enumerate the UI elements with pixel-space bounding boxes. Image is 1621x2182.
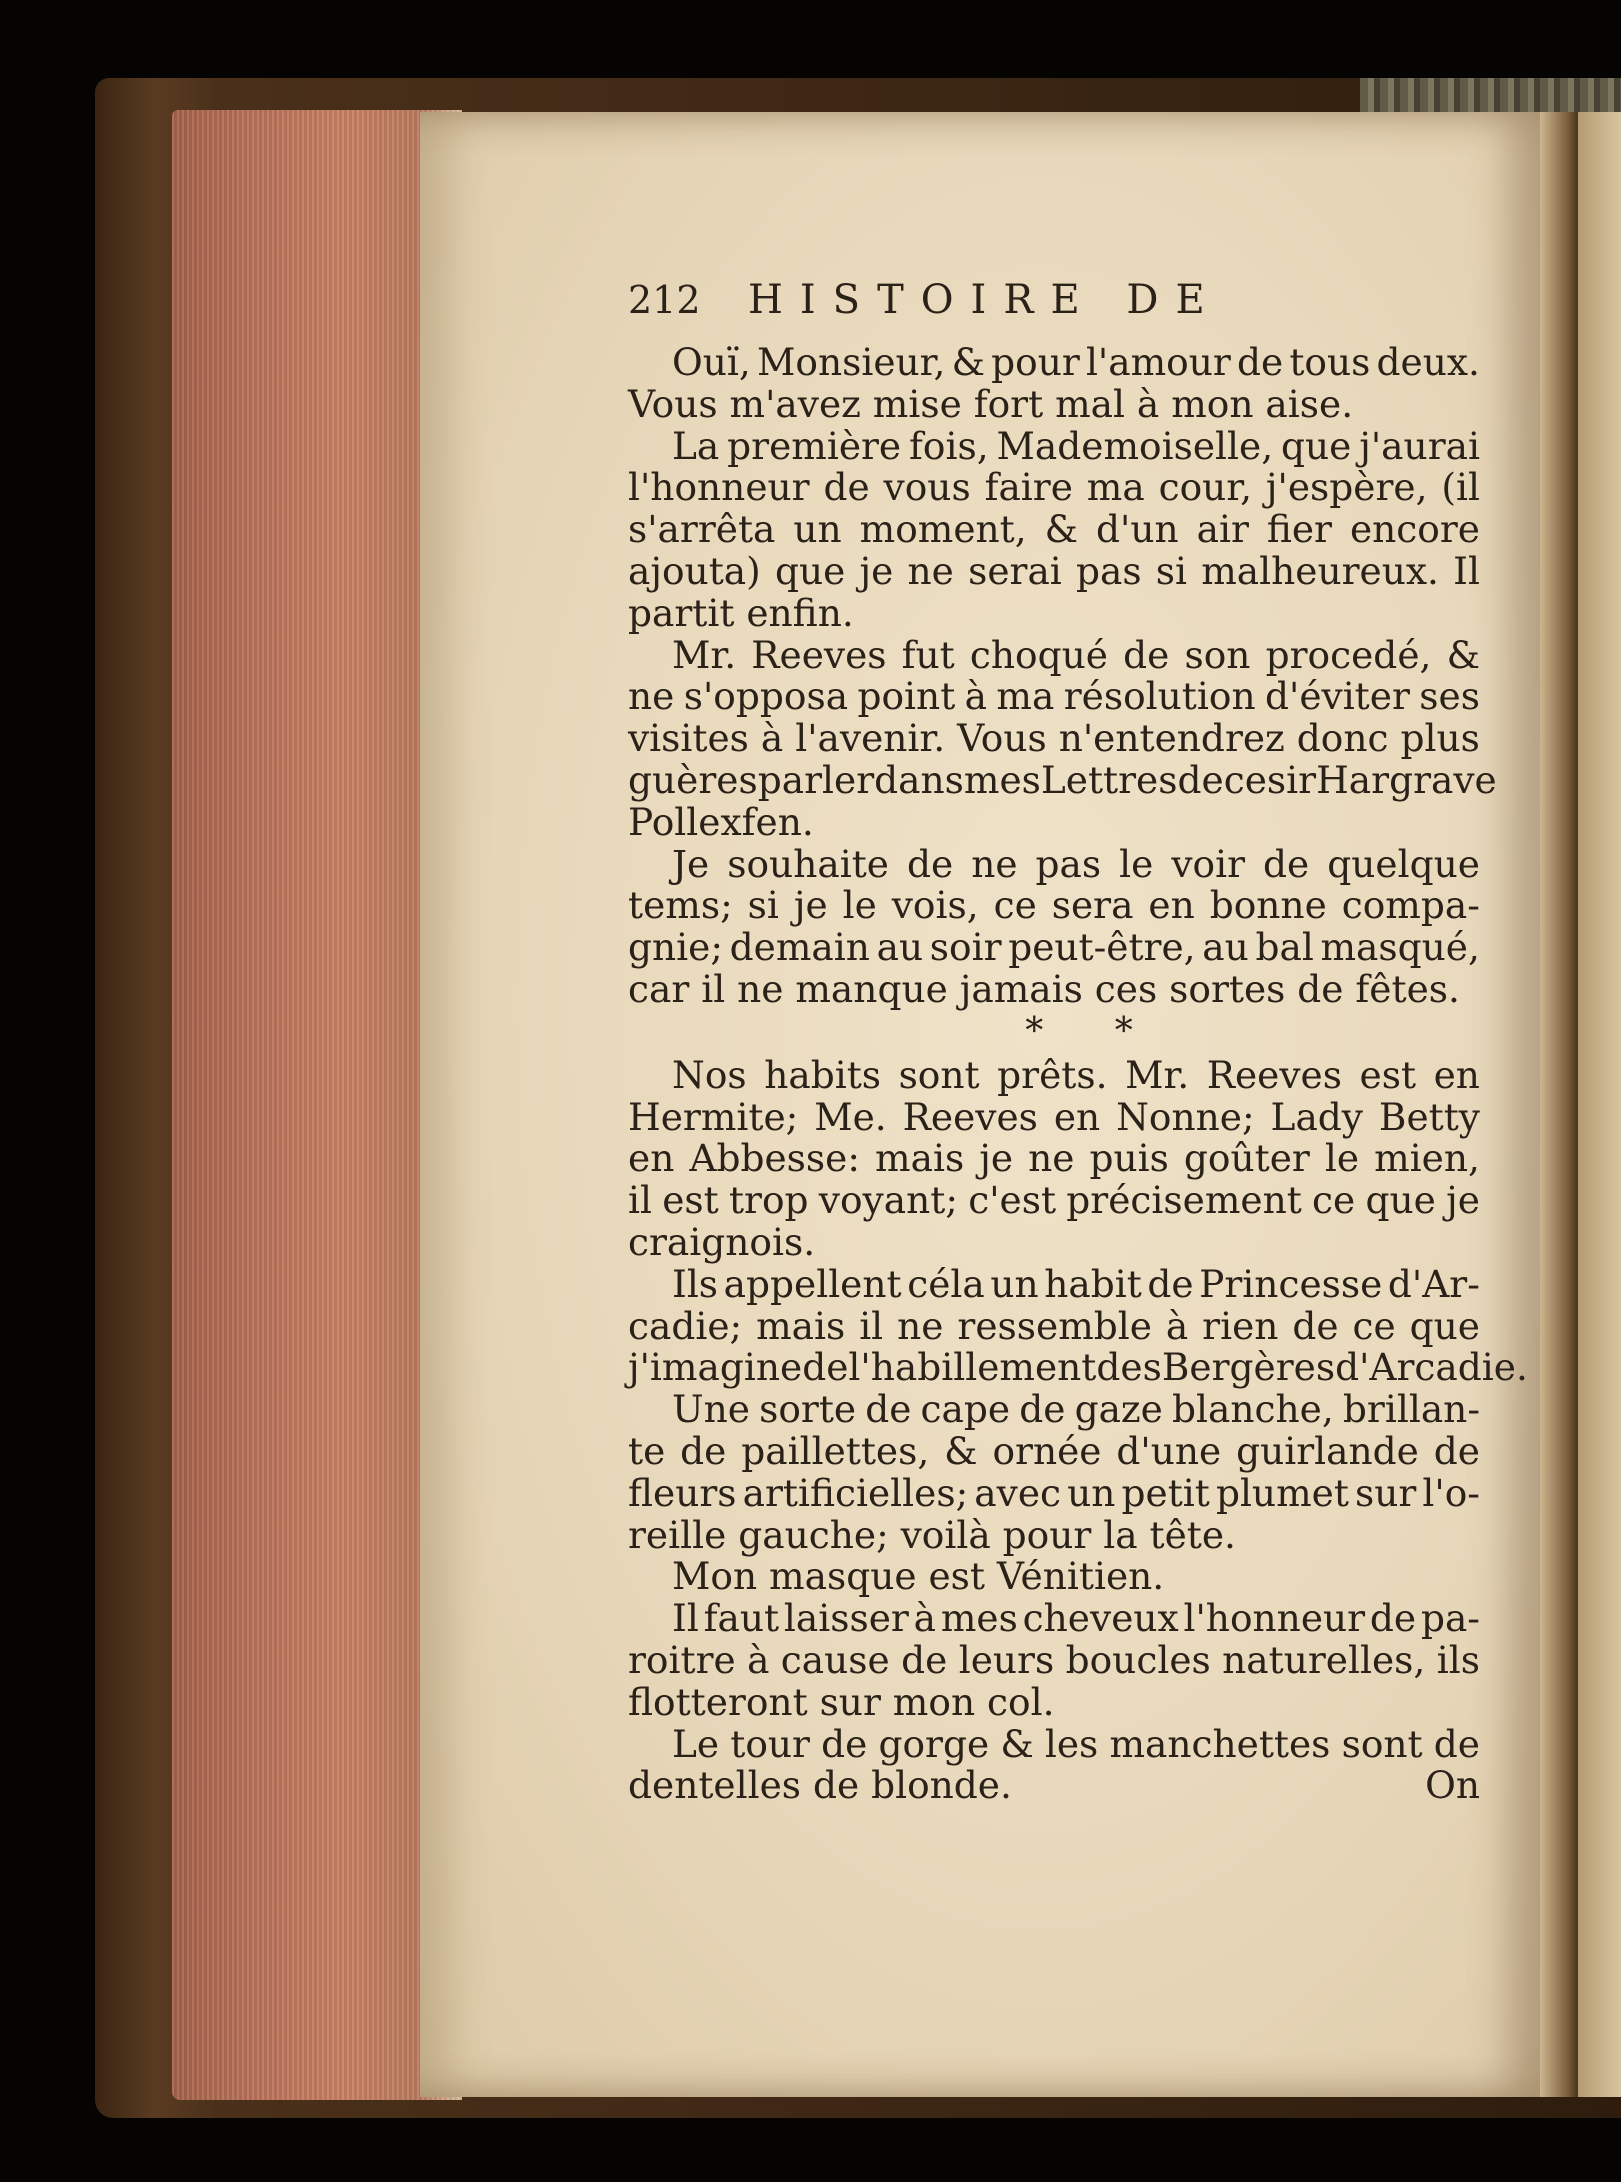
text-line bbox=[628, 1389, 1480, 1431]
line-text: craignois. bbox=[628, 1219, 816, 1264]
text-line bbox=[628, 1679, 1480, 1724]
text-line bbox=[628, 1598, 1480, 1640]
text-line bbox=[628, 1512, 1480, 1557]
final-line-text: dentelles de blonde. bbox=[628, 1763, 1012, 1808]
line-text: Il faut laisser à mes cheveux l'honneur de pa- bbox=[672, 1596, 1480, 1641]
page-text-block bbox=[628, 277, 1528, 1808]
line-text: guères parler dans mes Lettres de ce sir Hargrave bbox=[628, 757, 1497, 802]
line-text: gnie; demain au soir peut-être, au bal masqué, bbox=[628, 925, 1480, 970]
line-text: Nos habits sont prêts. Mr. Reeves est en bbox=[672, 1052, 1480, 1097]
text-line bbox=[628, 1138, 1480, 1180]
line-text: te de paillettes, & ornée d'une guirlande de bbox=[628, 1428, 1480, 1473]
line-text: j'imagine de l'habillement des Bergères d'Arcadie. bbox=[628, 1345, 1528, 1390]
line-text: visites à l'avenir. Vous n'entendrez donc plus bbox=[628, 716, 1480, 761]
text-line bbox=[628, 841, 1480, 886]
line-text: ne s'opposa point à ma résolution d'éviter ses bbox=[628, 674, 1480, 719]
catchword: On bbox=[1425, 1763, 1480, 1808]
text-line bbox=[628, 1094, 1480, 1139]
text-line bbox=[628, 1180, 1480, 1222]
text-line bbox=[628, 509, 1480, 551]
text-line bbox=[628, 381, 1480, 426]
text-line bbox=[628, 1261, 1480, 1306]
final-line bbox=[628, 1765, 1480, 1807]
text-line bbox=[628, 1219, 1480, 1264]
text-line bbox=[628, 467, 1480, 509]
page-fore-edge bbox=[172, 110, 462, 2100]
text-line bbox=[628, 590, 1480, 635]
text-line bbox=[628, 1052, 1480, 1097]
line-text: flotteront sur mon col. bbox=[628, 1679, 1055, 1724]
line-text: il est trop voyant; c'est précisement ce que je bbox=[628, 1178, 1480, 1223]
section-separator: * * bbox=[1025, 1010, 1163, 1052]
line-text: Ouï, Monsieur, & pour l'amour de tous deux. bbox=[672, 340, 1480, 384]
running-title: HISTOIRE DE bbox=[748, 277, 1222, 323]
line-text: fleurs artificielles; avec un petit plumet sur l'o- bbox=[628, 1470, 1480, 1515]
page-header bbox=[628, 277, 1480, 342]
text-line bbox=[628, 718, 1480, 760]
text-line bbox=[628, 548, 1480, 593]
line-text: ajouta) que je ne serai pas si malheureux. Il bbox=[628, 548, 1480, 593]
text-line bbox=[628, 1303, 1480, 1348]
line-text: Le tour de gorge & les manchettes sont de bbox=[672, 1721, 1480, 1766]
line-text: Mr. Reeves fut choqué de son procedé, & bbox=[672, 632, 1480, 677]
line-text: en Abbesse: mais je ne puis goûter le mien, bbox=[628, 1136, 1480, 1181]
text-line bbox=[628, 676, 1480, 718]
text-line bbox=[628, 799, 1480, 844]
text-line bbox=[628, 423, 1480, 468]
line-text: Pollexfen. bbox=[628, 799, 814, 844]
text-section-2 bbox=[628, 1052, 1528, 1766]
line-text: tems; si je le vois, ce sera en bonne compa- bbox=[628, 883, 1480, 928]
line-text: Vous m'avez mise fort mal à mon aise. bbox=[628, 381, 1354, 426]
line-text: s'arrêta un moment, & d'un air fier encore bbox=[628, 507, 1480, 552]
text-line bbox=[628, 757, 1497, 802]
text-line bbox=[628, 1637, 1480, 1682]
line-text: Une sorte de cape de gaze blanche, brillan- bbox=[672, 1387, 1480, 1432]
line-text: Je souhaite de ne pas le voir de quelque bbox=[672, 841, 1480, 886]
text-line bbox=[628, 1345, 1528, 1390]
line-text: reille gauche; voilà pour la tête. bbox=[628, 1512, 1236, 1557]
facing-page-edge bbox=[1578, 112, 1621, 2097]
page-number: 212 bbox=[628, 278, 701, 322]
line-text: partit enfin. bbox=[628, 590, 854, 635]
text-line bbox=[628, 927, 1480, 969]
line-text: Hermite; Me. Reeves en Nonne; Lady Betty bbox=[628, 1094, 1480, 1139]
text-line bbox=[628, 885, 1480, 927]
text-line bbox=[628, 1428, 1480, 1473]
text-line bbox=[628, 1556, 1480, 1598]
text-line bbox=[628, 342, 1480, 384]
text-line bbox=[628, 1470, 1480, 1515]
text-line bbox=[628, 966, 1480, 1011]
text-line bbox=[628, 632, 1480, 677]
line-text: l'honneur de vous faire ma cour, j'espère, (il bbox=[628, 465, 1480, 510]
line-text: Ils appellent céla un habit de Princesse d'Ar- bbox=[672, 1261, 1480, 1306]
text-line bbox=[628, 1721, 1480, 1766]
page-gutter bbox=[1540, 112, 1580, 2097]
line-text: roitre à cause de leurs boucles naturelles, ils bbox=[628, 1637, 1480, 1682]
text-section-1 bbox=[628, 340, 1497, 1011]
line-text: cadie; mais il ne ressemble à rien de ce que bbox=[628, 1303, 1480, 1348]
line-text: Mon masque est Vénitien. bbox=[672, 1554, 1165, 1599]
line-text: car il ne manque jamais ces sortes de fêtes. bbox=[628, 966, 1460, 1011]
line-text: La première fois, Mademoiselle, que j'aurai bbox=[672, 423, 1480, 468]
